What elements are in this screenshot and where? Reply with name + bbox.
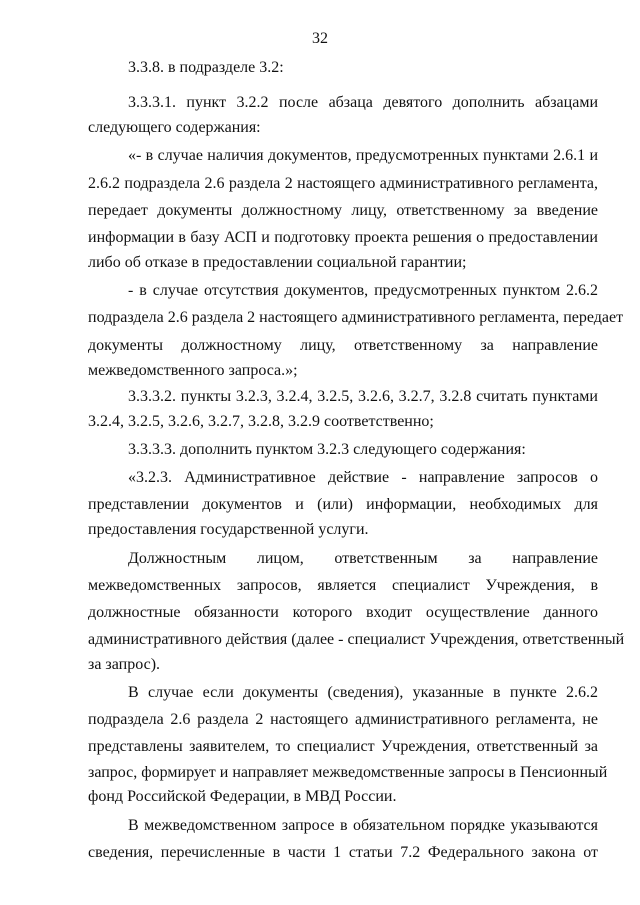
text-line: следующего содержания: — [88, 119, 261, 136]
text-line: межведомственного запроса.»; — [88, 362, 298, 379]
text-line: - в случае отсутствия документов, предусмотренных пунктом 2.6.2 — [128, 282, 598, 299]
text-line: В межведомственном запросе в обязательном порядке указываются — [128, 817, 598, 834]
text-line: подраздела 2.6 раздела 2 настоящего административного регламента, не — [88, 711, 598, 728]
text-line: «3.2.3. Административное действие - направление запросов о — [128, 469, 598, 486]
text-line: В случае если документы (сведения), указанные в пункте 2.6.2 — [128, 684, 598, 701]
text-line: Должностным лицом, ответственным за направление — [128, 550, 598, 567]
text-line: должностные обязанности которого входит осуществление данного — [88, 604, 598, 621]
text-line: за запрос). — [88, 656, 161, 673]
text-line: передает документы должностному лицу, ответственному за введение — [88, 202, 598, 219]
text-line: запрос, формирует и направляет межведомственные запросы в Пенсионный — [88, 764, 608, 781]
text-line: фонд Российской Федерации, в МВД России. — [88, 788, 397, 805]
text-line: межведомственных запросов, является специалист Учреждения, в — [88, 577, 598, 594]
text-line: представлении документов и (или) информации, необходимых для — [88, 496, 598, 513]
text-line: 3.3.8. в подразделе 3.2: — [128, 59, 284, 76]
text-line: 2.6.2 подраздела 2.6 раздела 2 настоящего административного регламента, — [88, 175, 598, 192]
text-line: представлены заявителем, то специалист Учреждения, ответственный за — [88, 738, 598, 755]
text-line: документы должностному лицу, ответственному за направление — [88, 337, 598, 354]
text-line: административного действия (далее - специалист Учреждения, ответственный — [88, 631, 625, 648]
text-line: подраздела 2.6 раздела 2 настоящего административного регламента, передает — [88, 309, 624, 326]
text-line: «- в случае наличия документов, предусмотренных пунктами 2.6.1 и — [128, 147, 598, 164]
text-line: 3.3.3.3. дополнить пунктом 3.2.3 следующего содержания: — [128, 441, 526, 458]
page-number: 32 — [312, 30, 328, 47]
text-line: 3.3.3.2. пункты 3.2.3, 3.2.4, 3.2.5, 3.2.6, 3.2.7, 3.2.8 считать пунктами — [128, 388, 598, 405]
text-line: информации в базу АСП и подготовку проекта решения о предоставлении — [88, 229, 598, 246]
text-line: 3.3.3.1. пункт 3.2.2 после абзаца девятого дополнить абзацами — [128, 94, 598, 111]
text-line: либо об отказе в предоставлении социальной гарантии; — [88, 254, 467, 271]
text-line: сведения, перечисленные в части 1 статьи 7.2 Федерального закона от — [88, 844, 598, 861]
text-line: 3.2.4, 3.2.5, 3.2.6, 3.2.7, 3.2.8, 3.2.9 соответственно; — [88, 413, 434, 430]
text-line: предоставления государственной услуги. — [88, 521, 369, 538]
